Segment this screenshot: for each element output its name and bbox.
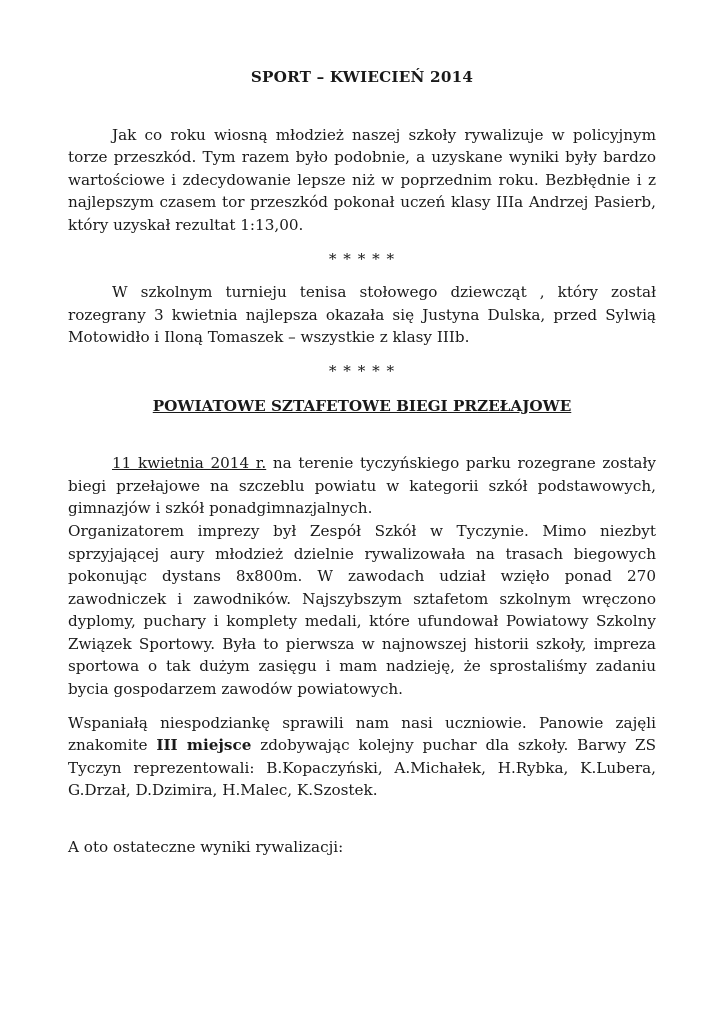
section-heading: POWIATOWE SZTAFETOWE BIEGI PRZEŁAJOWE xyxy=(152,396,572,415)
paragraph-cross-country-text: na terenie tyczyńskiego parku rozegrane zostały biegi przełajowe na szczeblu powiatu w kategorii szkół podstawowych, gimnazjów i szkół ponadgimnazjalnych. xyxy=(68,454,656,518)
third-place-highlight: III miejsce xyxy=(156,736,252,755)
paragraph-results-intro: A oto ostateczne wyniki rywalizacji: xyxy=(68,838,344,857)
separator-stars-1: * * * * * xyxy=(328,249,396,268)
paragraph-third-place xyxy=(68,712,656,802)
paragraph-cross-country xyxy=(68,452,656,520)
event-date: 11 kwietnia 2014 r. xyxy=(112,454,267,473)
paragraph-organizer: Organizatorem imprezy był Zespół Szkół w Tyczynie. Mimo niezbyt sprzyjającej aury młodzież dzielnie rywalizowała na trasach biegowych pokonując dystans 8x800m. W zawodach udział wzięło ponad 270 zawodniczek i zawodników. Najszybszym sztafetom szkolnym wręczono dyplomy, puchary i komplety medali, które ufundował Powiatowy Szkolny Związek Sportowy. Była to pierwsza w najnowszej historii szkoły, impreza sportowa o tak dużym zasięgu i mam nadzieję, że sprostaliśmy zadaniu bycia gospodarzem zawodów powiatowych. xyxy=(68,521,656,699)
paragraph-table-tennis: W szkolnym turnieju tenisa stołowego dziewcząt , który został rozegrany 3 kwietnia najlepsza okazała się Justyna Dulska, przed Sylwią Motowidło i Iloną Tomaszek – wszystkie z klasy IIIb. xyxy=(68,283,656,347)
separator-stars-2: * * * * * xyxy=(328,361,396,380)
page-title: SPORT – KWIECIEŃ 2014 xyxy=(250,68,474,86)
paragraph-obstacle-course: Jak co roku wiosną młodzież naszej szkoły rywalizuje w policyjnym torze przeszkód. Tym razem było podobnie, a uzyskane wyniki były bardzo wartościowe i zdecydowanie lepsze niż w poprzednim roku. Bezbłędnie i z najlepszym czasem tor przeszkód pokonał uczeń klasy IIIa Andrzej Pasierb, który uzyskał rezultat 1:13,00. xyxy=(68,125,656,234)
paragraph-third-place-start: Wspaniałą niespodziankę sprawili nam nasi uczniowie. Panowie zajęli znakomite xyxy=(68,713,656,755)
document-page xyxy=(68,66,656,859)
paragraph-third-place-end: zdobywając kolejny puchar dla szkoły. Barwy ZS Tyczyn reprezentowali: B.Kopaczyński, A.Michałek, H.Rybka, K.Lubera, G.Drzał, D.Dzimira, H.Malec, K.Szostek. xyxy=(68,736,656,800)
